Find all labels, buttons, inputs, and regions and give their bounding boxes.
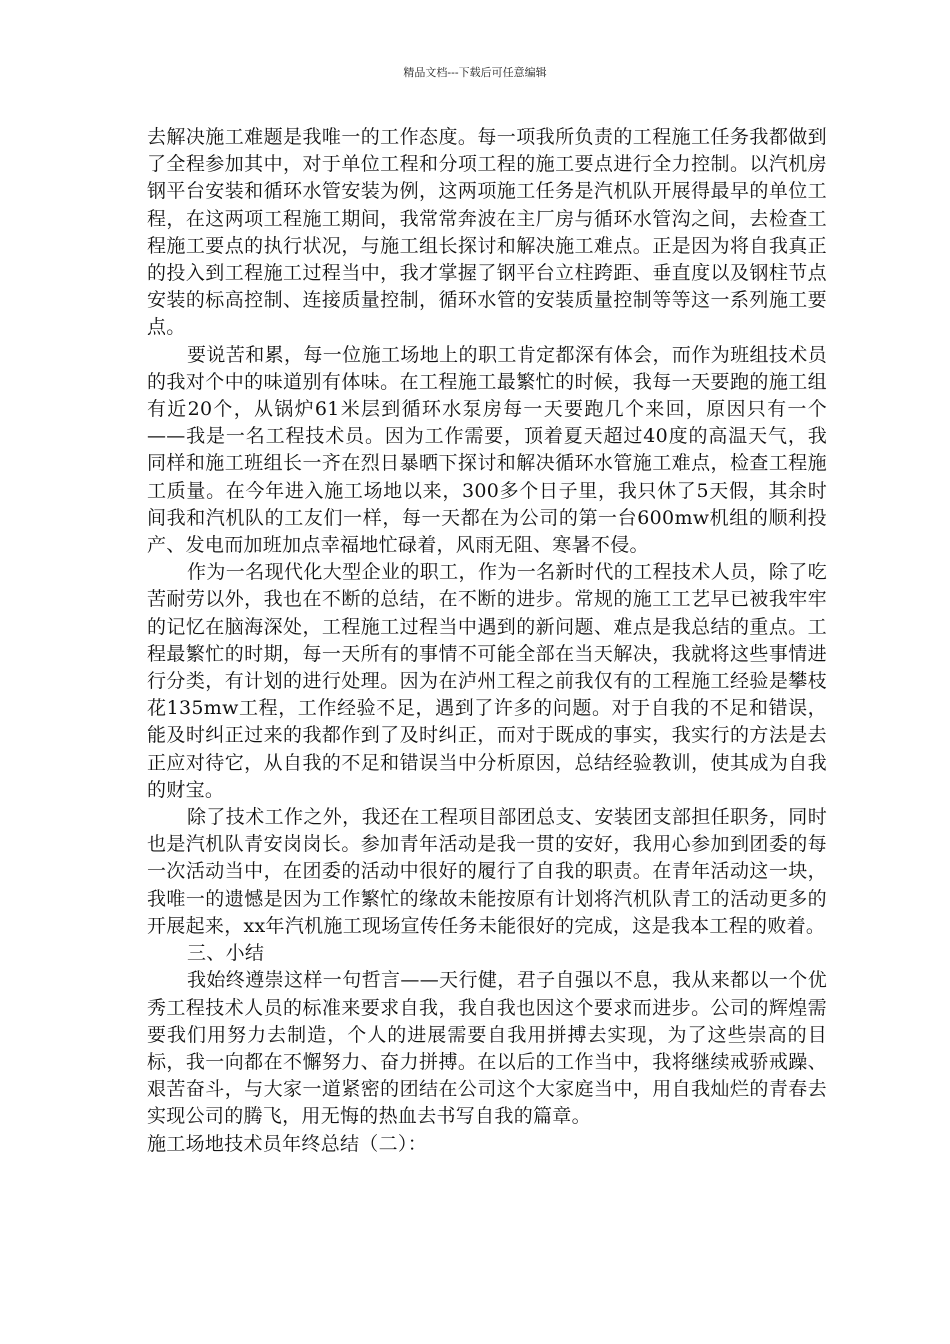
section-heading: 三、小结 <box>187 942 265 965</box>
paragraph-5: 我始终遵崇这样一句哲言——天行健，君子自强以不息，我从来都以一个优秀工程技术人员的标准来要求自我，我自我也因这个要求而进步。公司的辉煌需要我们用努力去制造，个人的进展需要自我用拼搏去实现，为了这些崇高的目标，我一向都在不懈努力、奋力拼搏。在以后的工作当中，我将继续戒骄戒躁、艰苦奋斗，与大家一道紧密的团结在公司这个大家庭当中，用自我灿烂的青春去实现公司的腾飞，用无悔的热血去书写自我的篇章。 <box>147 969 827 1128</box>
paragraph-2: 要说苦和累，每一位施工场地上的职工肯定都深有体会，而作为班组技术员的我对个中的味道别有体味。在工程施工最繁忙的时候，我每一天要跑的施工组有近20个，从锅炉61米层到循环水泵房每一天要跑几个来回，原因只有一个——我是一名工程技术员。因为工作需要，顶着夏天超过40度的高温天气，我同样和施工班组长一齐在烈日暴晒下探讨和解决循环水管施工难点，检查工程施工质量。在今年进入施工场地以来，300多个日子里，我只休了5天假，其余时间我和汽机队的工友们一样，每一天都在为公司的第一台600mw机组的顺利投产、发电而加班加点幸福地忙碌着，风雨无阻、寒暑不侵。 <box>147 343 827 557</box>
document-body <box>147 124 827 1158</box>
paragraph-1: 去解决施工难题是我唯一的工作态度。每一项我所负责的工程施工任务我都做到了全程参加其中，对于单位工程和分项工程的施工要点进行全力控制。以汽机房钢平台安装和循环水管安装为例，这两项施工任务是汽机队开展得最早的单位工程，在这两项工程施工期间，我常常奔波在主厂房与循环水管沟之间，去检查工程施工要点的执行状况，与施工组长探讨和解决施工难点。正是因为将自我真正的投入到工程施工过程当中，我才掌握了钢平台立柱跨距、垂直度以及钢柱节点安装的标高控制、连接质量控制，循环水管的安装质量控制等等这一系列施工要点。 <box>147 126 827 339</box>
page-header: 精品文档---下载后可任意编辑 <box>403 66 547 79</box>
document-subtitle: 施工场地技术员年终总结（二）： <box>147 1132 428 1155</box>
paragraph-3: 作为一名现代化大型企业的职工，作为一名新时代的工程技术人员，除了吃苦耐劳以外，我也在不断的总结，在不断的进步。常规的施工工艺早已被我牢牢的记忆在脑海深处，工程施工过程当中遇到的新问题、难点是我总结的重点。工程最繁忙的时期，每一天所有的事情不可能全部在当天解决，我就将这些事情进行分类，有计划的进行处理。因为在泸州工程之前我仅有的工程施工经验是攀枝花135mw工程，工作经验不足，遇到了许多的问题。对于自我的不足和错误，能及时纠正过来的我都作到了及时纠正，而对于既成的事实，我实行的方法是去正应对待它，从自我的不足和错误当中分析原因，总结经验教训，使其成为自我的财宝。 <box>147 561 827 801</box>
paragraph-4: 除了技术工作之外，我还在工程项目部团总支、安装团支部担任职务，同时也是汽机队青安岗岗长。参加青年活动是我一贯的安好，我用心参加到团委的每一次活动当中，在团委的活动中很好的履行了自我的职责。在青年活动这一块，我唯一的遗憾是因为工作繁忙的缘故未能按原有计划将汽机队青工的活动更多的开展起来，xx年汽机施工现场宣传任务未能很好的完成，这是我本工程的败着。 <box>147 806 827 937</box>
